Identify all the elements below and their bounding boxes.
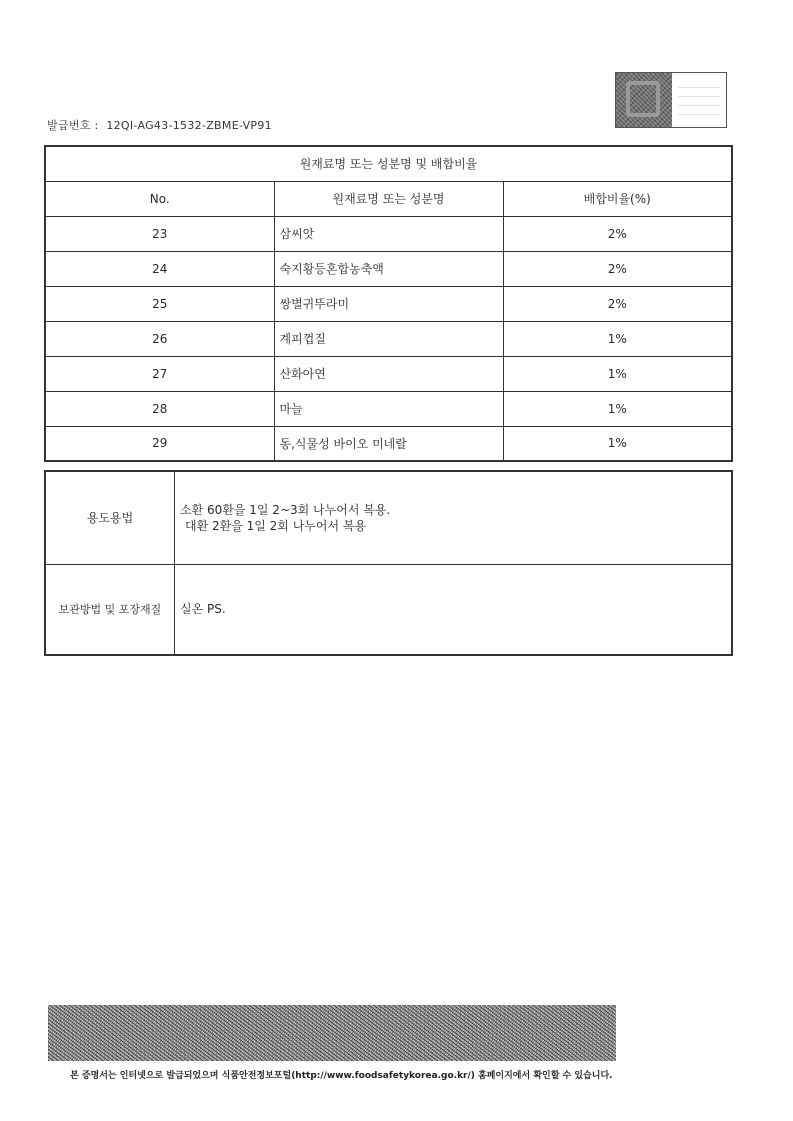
row-name: 계피껍질 — [274, 321, 503, 356]
table-row — [45, 391, 732, 426]
usage-line-1: 소환 60환을 1일 2~3회 나누어서 복용. — [180, 502, 391, 517]
row-no: 23 — [45, 216, 274, 251]
table-caption-row — [45, 146, 732, 181]
row-no: 27 — [45, 356, 274, 391]
seal-stamp-image — [616, 73, 672, 127]
row-name: 삼씨앗 — [274, 216, 503, 251]
footer-notice: 본 증명서는 인터넷으로 발급되었으며 식품안전정보포털(http://www.foodsafetykorea.go.kr/) 홈페이지에서 확인할 수 있습니다. — [70, 1071, 613, 1081]
header-no: No. — [45, 181, 274, 216]
row-no: 25 — [45, 286, 274, 321]
row-name: 마늘 — [274, 391, 503, 426]
usage-storage-table — [44, 470, 733, 656]
row-no: 24 — [45, 251, 274, 286]
issue-number-label: 발급번호 : — [47, 119, 99, 132]
table-row — [45, 426, 732, 461]
row-pct: 2% — [503, 216, 732, 251]
storage-label: 보관방법 및 포장재질 — [45, 564, 175, 655]
row-no: 26 — [45, 321, 274, 356]
table-row — [45, 356, 732, 391]
storage-value: 실온 PS. — [175, 564, 733, 655]
usage-value — [175, 471, 733, 564]
issue-number — [47, 117, 272, 133]
verification-barcode — [48, 1005, 616, 1061]
storage-row — [45, 564, 732, 655]
header-ratio: 배합비율(%) — [503, 181, 732, 216]
row-pct: 2% — [503, 286, 732, 321]
table-header-row — [45, 181, 732, 216]
row-name: 숙지황등혼합농축액 — [274, 251, 503, 286]
usage-line-2: 대환 2환을 1일 2회 나누어서 복용 — [185, 518, 367, 533]
row-no: 29 — [45, 426, 274, 461]
row-no: 28 — [45, 391, 274, 426]
ingredients-table — [44, 145, 733, 462]
seal-faint-lines — [678, 87, 720, 115]
table-row — [45, 286, 732, 321]
table-row — [45, 251, 732, 286]
header-ingredient-name: 원재료명 또는 성분명 — [274, 181, 503, 216]
usage-label: 용도용법 — [45, 471, 175, 564]
certification-seal — [615, 72, 727, 128]
table-row — [45, 216, 732, 251]
table-row — [45, 321, 732, 356]
table-caption: 원재료명 또는 성분명 및 배합비율 — [45, 146, 732, 181]
row-pct: 1% — [503, 426, 732, 461]
issue-number-value: 12QI-AG43-1532-ZBME-VP91 — [106, 119, 272, 132]
row-name: 쌍별귀뚜라미 — [274, 286, 503, 321]
row-pct: 2% — [503, 251, 732, 286]
row-pct: 1% — [503, 356, 732, 391]
seal-logo-icon — [626, 81, 660, 117]
usage-row — [45, 471, 732, 564]
row-name: 동,식물성 바이오 미네랄 — [274, 426, 503, 461]
row-pct: 1% — [503, 391, 732, 426]
row-pct: 1% — [503, 321, 732, 356]
row-name: 산화아연 — [274, 356, 503, 391]
